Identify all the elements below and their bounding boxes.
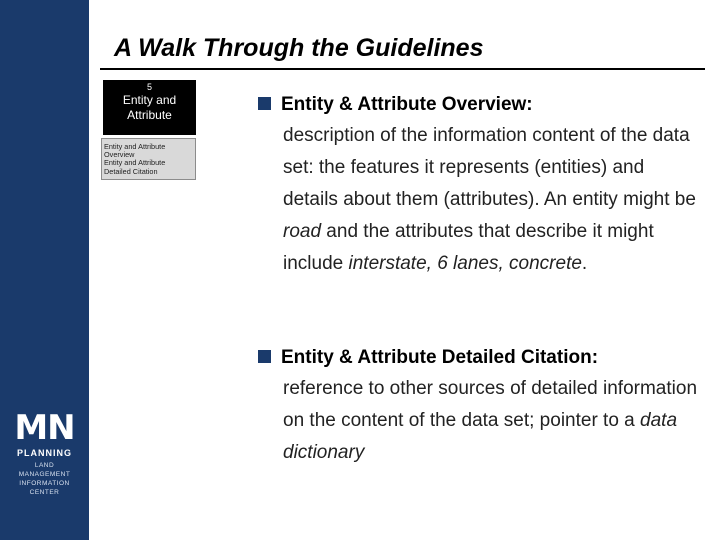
- subitem: Overview: [104, 150, 135, 160]
- slide-title: A Walk Through the Guidelines: [114, 34, 484, 62]
- section-label-line: Attribute: [127, 108, 172, 122]
- logo-sub-line: INFORMATION: [19, 480, 70, 487]
- bullet-body: [283, 120, 698, 280]
- logo-sub-line: CENTER: [29, 489, 60, 496]
- subitem: Entity and Attribute: [104, 142, 166, 151]
- section-label-line: Entity and: [122, 93, 177, 107]
- bullet-detailed-citation: [258, 343, 698, 469]
- bullet-heading-text: Entity & Attribute Detailed Citation:: [281, 347, 599, 368]
- body-text-italic: data dictionary: [283, 410, 678, 463]
- square-bullet-icon: [258, 97, 271, 110]
- body-text: reference to other sources of detailed information on the content of the data set; pointer to a: [283, 378, 698, 431]
- subitem: Entity and Attribute: [104, 158, 166, 168]
- title-divider: [100, 68, 705, 70]
- body-text-italic: interstate, 6 lanes, concrete: [348, 253, 582, 274]
- body-text: description of the information content of the data set: the features it represents (entities) and details about them (attributes). An entity might be: [283, 125, 696, 210]
- body-text: and the attributes that describe it might include: [283, 221, 654, 274]
- body-text-italic: road: [283, 221, 322, 242]
- bullet-heading: [258, 90, 698, 120]
- logo-sub-line: MANAGEMENT: [18, 471, 71, 478]
- logo-sub-line: LAND: [34, 462, 55, 469]
- logo-subtitle: [0, 461, 89, 497]
- square-bullet-icon: [258, 350, 271, 363]
- sidebar-band: [0, 0, 89, 540]
- logo-mark: MN: [14, 408, 75, 448]
- mn-planning-logo: [0, 410, 89, 497]
- logo-planning-text: PLANNING: [17, 448, 72, 458]
- bullet-body: [283, 373, 698, 469]
- section-subitems: [101, 138, 196, 180]
- subitem: Detailed Citation: [104, 166, 158, 176]
- body-text: .: [581, 253, 588, 274]
- bullet-heading: [258, 343, 698, 373]
- section-number: 5: [146, 82, 152, 92]
- bullet-heading-text: Entity & Attribute Overview:: [281, 94, 533, 115]
- section-box: [103, 80, 196, 135]
- bullet-overview: [258, 90, 698, 280]
